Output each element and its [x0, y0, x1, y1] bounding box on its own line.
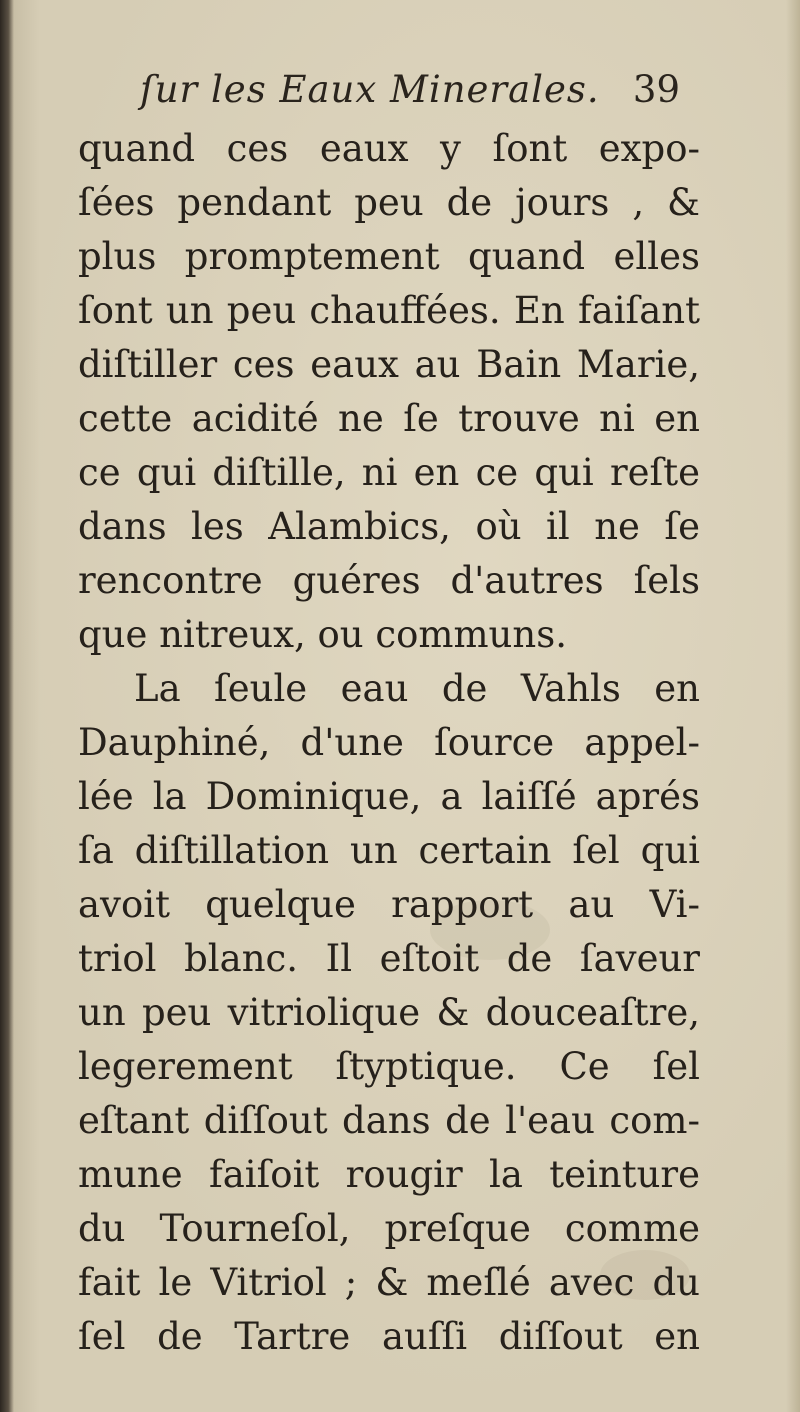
text-line: cette acidité ne ſe trouve ni en: [78, 397, 700, 440]
text-line: ſont un peu chauffées. En faiſant: [78, 289, 700, 332]
text-line: dans les Alambics, où il ne ſe: [78, 505, 700, 548]
page-header: [140, 68, 680, 118]
text-line: ſa diſtillation un certain ſel qui: [78, 829, 700, 872]
text-line: ſées pendant peu de jours , &: [78, 181, 700, 224]
text-line: fait le Vitriol ; & meſlé avec du: [78, 1261, 700, 1304]
text-line: eſtant diſſout dans de l'eau com-: [78, 1099, 700, 1142]
text-line: diſtiller ces eaux au Bain Marie,: [78, 343, 700, 386]
text-line: ſel de Tartre auſſi diſſout en: [78, 1315, 700, 1358]
text-line: Dauphiné, d'une ſource appel-: [78, 721, 700, 764]
text-line: mune faiſoit rougir la teinture: [78, 1153, 700, 1196]
text-line: quand ces eaux y ſont expo-: [78, 127, 700, 170]
text-line: plus promptement quand elles: [78, 235, 700, 278]
text-line: ce qui diſtille, ni en ce qui reſte: [78, 451, 700, 494]
running-head: ſur les Eaux Minerales.: [140, 68, 600, 111]
text-line: legerement ſtyptique. Ce ſel: [78, 1045, 700, 1088]
text-line: rencontre guéres d'autres ſels: [78, 559, 700, 602]
paragraph-start-line: La ſeule eau de Vahls en: [134, 667, 700, 710]
page-number: 39: [632, 68, 680, 111]
text-line: triol blanc. Il eſtoit de ſaveur: [78, 937, 700, 980]
page-edge: [786, 0, 800, 1412]
text-line: lée la Dominique, a laiſſé aprés: [78, 775, 700, 818]
text-line: du Tourneſol, preſque comme: [78, 1207, 700, 1250]
text-line: avoit quelque rapport au Vi-: [78, 883, 700, 926]
text-line: un peu vitriolique & douceaſtre,: [78, 991, 700, 1034]
text-line: que nitreux, ou communs.: [78, 613, 567, 656]
binding-gutter: [0, 0, 14, 1412]
body-text: [78, 122, 700, 1364]
